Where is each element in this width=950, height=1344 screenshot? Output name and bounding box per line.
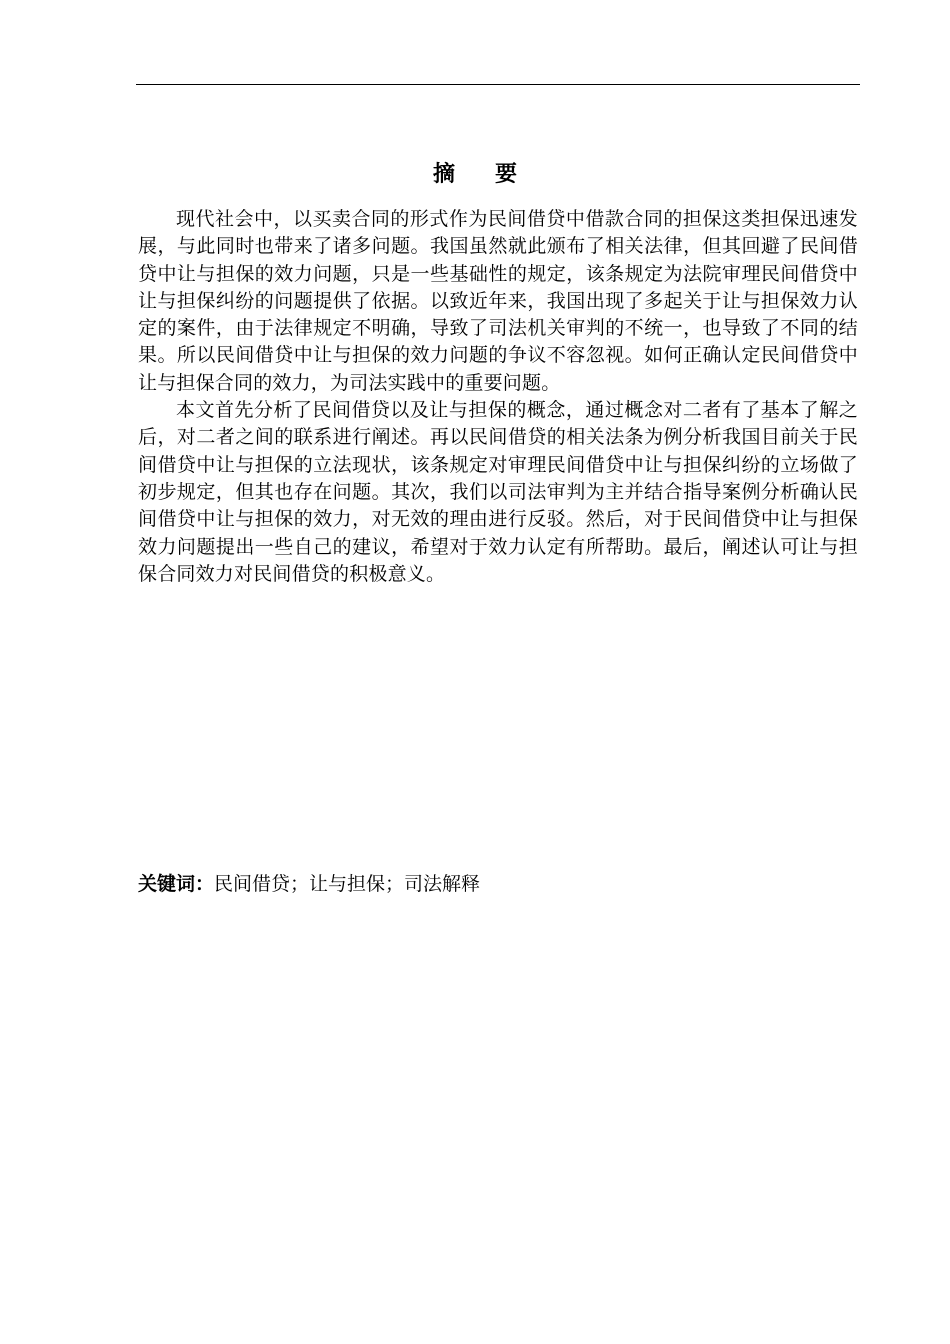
- page-title: 摘要: [432, 161, 557, 187]
- keywords-label: 关键词：: [138, 873, 215, 895]
- keywords-line: [138, 870, 858, 898]
- abstract-paragraph-2: 本文首先分析了民间借贷以及让与担保的概念，通过概念对二者有了基本了解之后，对二者之间的联系进行阐述。再以民间借贷的相关法条为例分析我国目前关于民间借贷中让与担保的立法现状，该条规定对审理民间借贷中让与担保纠纷的立场做了初步规定，但其也存在问题。其次，我们以司法审判为主并结合指导案例分析确认民间借贷中让与担保的效力，对无效的理由进行反驳。然后，对于民间借贷中让与担保效力问题提出一些自己的建议，希望对于效力认定有所帮助。最后，阐述认可让与担保合同效力对民间借贷的积极意义。: [138, 399, 858, 585]
- keywords-value: 民间借贷；让与担保；司法解释: [214, 873, 481, 895]
- abstract-paragraph-1: 现代社会中，以买卖合同的形式作为民间借贷中借款合同的担保这类担保迅速发展，与此同时也带来了诸多问题。我国虽然就此颁布了相关法律，但其回避了民间借贷中让与担保的效力问题，只是一些基础性的规定，该条规定为法院审理民间借贷中让与担保纠纷的问题提供了依据。以致近年来，我国出现了多起关于让与担保效力认定的案件，由于法律规定不明确，导致了司法机关审判的不统一，也导致了不同的结果。所以民间借贷中让与担保的效力问题的争议不容忽视。如何正确认定民间借贷中让与担保合同的效力，为司法实践中的重要问题。: [138, 208, 858, 394]
- header-rule: [136, 84, 860, 85]
- abstract-body: [138, 206, 858, 588]
